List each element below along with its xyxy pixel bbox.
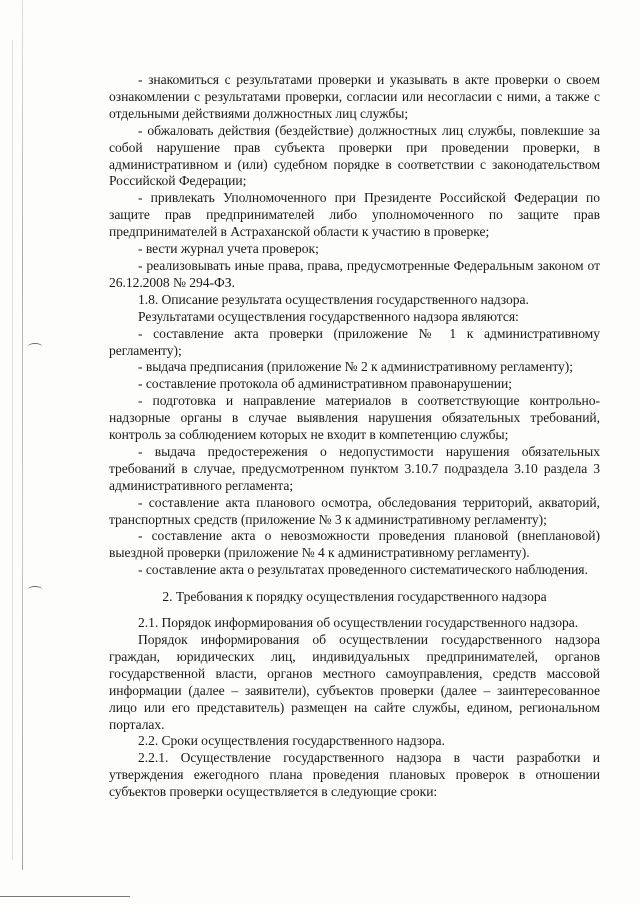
document-text [109, 72, 600, 801]
list-item-warning: - выдача предостережения о недопустимости нарушения обязательных требований в случае, предусмотренном пунктом 3.10.7 подраздела 3.10 раздела 3 административного регламента; [109, 443, 600, 493]
list-item-prescription: - выдача предписания (приложение № 2 к административному регламенту); [138, 359, 573, 375]
paragraph-2-1-title: 2.1. Порядок информирования об осуществлении государственного надзора. [138, 615, 579, 631]
paragraph-right-appeal: - обжаловать действия (бездействие) должностных лиц службы, повлекшие за собой нарушение прав субъекта проверки при проведении проверки, в административном и (или) судебном порядке в соответствии с законодательством Российской Федерации; [109, 122, 600, 189]
binding-mark-lower [28, 586, 42, 593]
bottom-rule [0, 896, 130, 897]
list-item-observation-act: - составление акта о результатах проведенного систематического наблюдения. [138, 562, 588, 578]
paragraph-right-familiarize: - знакомиться с результатами проверки и указывать в акте проверки о своем ознакомлении с результатами проверки, согласии или несогласии с ними, а также с отдельными действиями должностных лиц службы; [109, 72, 600, 121]
scan-edge-line [22, 0, 23, 870]
scan-edge-line-secondary [12, 40, 13, 860]
paragraph-right-journal: - вести журнал учета проверок; [138, 241, 319, 257]
list-item-materials: - подготовка и направление материалов в соответствующие контрольно-надзорные органы в случае выявления нарушения обязательных требований, контроль за соблюдением которых не входит в компетенцию службы; [109, 393, 600, 443]
list-item-impossibility-act: - составление акта о невозможности проведения плановой (внеплановой) выездной проверки (приложение № 4 к административному регламенту). [109, 528, 600, 561]
paragraph-2-2-1: 2.2.1. Осуществление государственного надзора в части разработки и утверждения ежегодного плана проведения плановых проверок в отношении субъектов проверки осуществляется в следующие сроки: [109, 750, 600, 800]
binding-mark-upper [28, 343, 42, 350]
paragraph-right-ombudsman: - привлекать Уполномоченного при Президенте Российской Федерации по защите прав предпринимателей либо уполномоченного по защите прав предпринимателей в Астраханской области к участию в проверке; [109, 190, 600, 240]
list-item-survey-act: - составление акта планового осмотра, обследования территорий, акваторий, транспортных средств (приложение № 3 к административному регламенту); [109, 494, 600, 527]
paragraph-2-2-title: 2.2. Сроки осуществления государственного надзора. [138, 733, 445, 749]
list-item-protocol: - составление протокола об административном правонарушении; [138, 376, 512, 392]
section-heading: 2. Требования к порядку осуществления государственного надзора [162, 589, 547, 605]
paragraph-informing-order: Порядок информирования об осуществлении государственного надзора граждан, юридических лиц, индивидуальных предпринимателей, органов государственной власти, органов местного самоуправления, средств массовой информации (далее – заявители), субъектов проверки (далее – заинтересованное лицо или его представитель) размещен на сайте службы, едином, региональном порталах. [109, 632, 600, 732]
list-item-inspection-act: - составление акта проверки (приложение № 1 к административному регламенту); [109, 325, 600, 358]
paragraph-results-intro: Результатами осуществления государственного надзора являются: [138, 308, 519, 324]
paragraph-1-8-title: 1.8. Описание результата осуществления государственного надзора. [138, 291, 529, 307]
paragraph-right-other: - реализовывать иные права, права, предусмотренные Федеральным законом от 26.12.2008 № 294-ФЗ. [109, 257, 600, 290]
